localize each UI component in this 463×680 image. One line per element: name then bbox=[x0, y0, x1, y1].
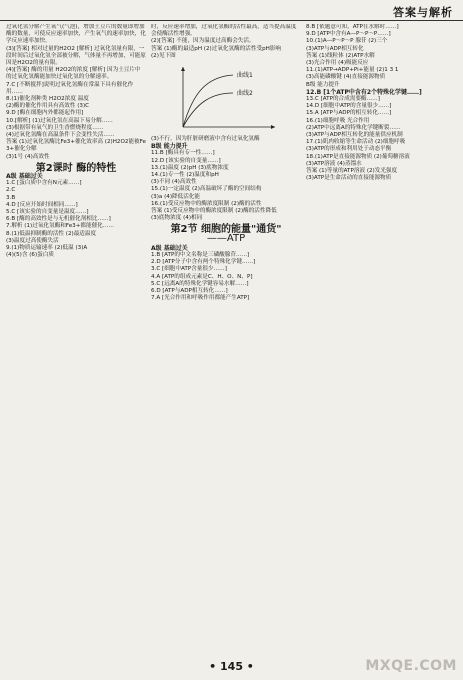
text-line: 14.(1)专一性 (2)温度和pH bbox=[151, 172, 219, 179]
text-line: 答案 (1)线粒体 (2)ATP水解 bbox=[306, 52, 375, 59]
watermark-text: MXQE.COM bbox=[365, 658, 457, 674]
text-line: (3)不行，因为肝脏研磨液中含有过氧化氢酶 bbox=[151, 136, 260, 143]
text-line: 7.C [不断搅拌]说明过氧化氢酶在常温下具有催化作用…… bbox=[6, 81, 134, 95]
text-line: 6.D [ATP与ADP相互转化……] bbox=[151, 288, 228, 295]
text-line: 11.B [酶具有专一性……] bbox=[151, 150, 215, 157]
header-rule bbox=[0, 20, 463, 21]
section-subtitle-atp: ——ATP bbox=[206, 232, 246, 244]
text-line: 7.A [光合作用和呼吸作用都能产生ATP] bbox=[151, 295, 250, 302]
text-line: (3)高能磷酸键 (4)直接能源物质 bbox=[306, 74, 386, 81]
text-line: (3)光合作用 (4)吸能反应 bbox=[306, 60, 369, 67]
text-line: 9.(1)物质运输速率 (2)低温 (3)A bbox=[6, 245, 88, 252]
text-line: 15.A [ATP与ADP的相互转化……] bbox=[306, 110, 392, 117]
text-line: 5.C [远离A的特殊化学键容易水解……] bbox=[151, 280, 249, 287]
text-line: 16.(1)细胞呼吸 光合作用 bbox=[306, 117, 370, 124]
y-axis-arrow bbox=[181, 67, 185, 71]
text-line: (2)[答案] 不能，因为温度过高酶会失活。 bbox=[151, 38, 255, 45]
x-axis-arrow bbox=[271, 125, 275, 129]
text-line: 3.C [细胞中ATP含量很少……] bbox=[151, 266, 227, 273]
level-heading: A级 基础过关 bbox=[151, 244, 188, 252]
text-line: 答案 (1)酶的最适pH (2)过氧化氢酶的活性受pH影响 bbox=[151, 45, 282, 52]
text-line: 3.B bbox=[6, 194, 16, 201]
text-line: 8.(1)催化剂种类 H2O2浓度 温度 bbox=[6, 96, 89, 103]
text-line: 8.(1)低温抑制酶的活性 (2)最适温度 bbox=[6, 230, 97, 237]
text-line: 时，反应速率增加，过氧化氢酶的活性最高，适当提高温度会使酶活性增强。 bbox=[151, 24, 297, 38]
text-line: 5.C [该实验的自变量是温度……] bbox=[6, 209, 89, 216]
text-line: (3)ATP与ADP相互转化的能量供应机制 bbox=[306, 132, 403, 139]
text-line: (3)1号 (4)高效性 bbox=[6, 153, 50, 160]
text-line: 17.(1)肌肉收缩等生命活动 (2)细胞呼吸 bbox=[306, 139, 406, 146]
section-title-enzyme: 第2课时 酶的特性 bbox=[35, 162, 117, 174]
text-line: 过氧化氢分解产生氧气(气泡)，增加土豆片的数量即增加酶的数量，可使反应速率加快，产生氧气的速率加快，化学反应速率加快。 bbox=[6, 24, 146, 45]
text-line: 9.D [ATP中含有A—P～P～P……] bbox=[306, 31, 391, 38]
text-line: 16.(1)受反应物中的酶浓度限制 (2)酶的活性 bbox=[151, 200, 262, 207]
text-line: (3)根据带有氧气的卫生香燃烧程度…… bbox=[6, 124, 104, 131]
text-line: 1.B [ATP的中文名称是三磷酸腺苷……] bbox=[151, 252, 250, 259]
text-line: (3)不同 (4)高效性 bbox=[151, 179, 197, 186]
text-line: (3)[答案] 相对过量的H2O2 [解析] 过氧化氢量有限，一段时间后过氧化氢全部被分解，气体量不再增加，可能原因是H2O2的量有限。 bbox=[6, 45, 146, 67]
section-title-atp: 第2节 细胞的能量"通货" bbox=[170, 224, 282, 236]
text-line: B级 能力提升 bbox=[306, 81, 340, 88]
text-line: (4)(5)含 (6)蛋白质 bbox=[6, 252, 54, 259]
text-line: (3)ATP溶液 (4)蒸馏水 bbox=[306, 160, 362, 167]
text-line: (3)ATP的形成和利用处于动态平衡 bbox=[306, 146, 392, 153]
text-line: 答案 (1)过氧化氢酶比Fe3+催化效率高 (2)H2O2能被Fe3+催化分解 bbox=[6, 139, 146, 153]
text-line: 12.D [该实验的自变量……] bbox=[151, 157, 221, 164]
text-line: (3)a (4)降低活化能 bbox=[151, 193, 201, 200]
text-line: 15.(1)一定温度 (2)高温破坏了酶的空间结构 bbox=[151, 186, 262, 193]
reaction-curve-graph bbox=[171, 63, 281, 133]
text-line: 4.A [ATP的组成元素是C、H、O、N、P] bbox=[151, 273, 253, 280]
column-middle bbox=[151, 24, 301, 644]
column-left bbox=[6, 24, 146, 644]
text-line: (2)见下图 bbox=[151, 52, 176, 59]
text-line: (4)过氧化氢酶在高温条件下会变性失活…… bbox=[6, 132, 115, 139]
text-line: (4)[答案] 酶的用量 H2O2的浓度 [解析] 因为土豆片中的过氧化氢酶能加快过氧化氢的分解速率。 bbox=[6, 67, 141, 81]
text-line: 10.(1)A—P～P～P 腺苷 (2)三个 bbox=[306, 38, 388, 45]
curve-2 bbox=[183, 93, 233, 127]
page-header-title: 答案与解析 bbox=[393, 6, 453, 19]
text-line: 答案 (1)等量的ATP溶液 (2)发光强度 bbox=[306, 168, 398, 175]
text-line: 2.D [ATP分子中含有两个特殊化学键……] bbox=[151, 259, 256, 266]
text-line: 14.D [细胞中ATP的含量很少……] bbox=[306, 103, 392, 110]
column-right bbox=[306, 24, 456, 644]
curve-1-label: 曲线1 bbox=[237, 72, 253, 80]
text-line: (2)ATP中远离A的特殊化学键断裂…… bbox=[306, 124, 401, 131]
curve-2-label: 曲线2 bbox=[237, 90, 253, 98]
page-number: • 145 • bbox=[209, 660, 254, 673]
text-line: 13.(1)温度 (2)pH (3)底物浓度 bbox=[151, 164, 229, 171]
text-line: 答案 (1)受反应物中的酶浓度限制 (2)酶的活性降低 bbox=[151, 208, 277, 215]
text-line: 9.D [酶在细胞内外都能起作用] bbox=[6, 110, 84, 117]
text-line: 4.D [反应开始时间相同……] bbox=[6, 201, 78, 208]
text-line: 6.B [酶的高效性是与无机催化剂相比……] bbox=[6, 216, 111, 223]
text-line: 7.解析 (1)过氧化氢酶和Fe3+都能催化…… bbox=[6, 223, 114, 230]
text-line: 8.B [依题意可知，ATP在水解时……] bbox=[306, 24, 399, 30]
text-line: 13.C [ATP的合成需要酶……] bbox=[306, 96, 380, 103]
level-heading: 12.B [1个ATP中含有2个特殊化学键……] bbox=[306, 88, 422, 96]
text-line: 10.[解析] (1)过氧化氢在高温下易分解…… bbox=[6, 117, 113, 124]
text-line: (3)底物浓度 (4)相同 bbox=[151, 215, 203, 222]
curve-1 bbox=[183, 75, 233, 127]
text-line: (3)ATP与ADP相互转化 bbox=[306, 45, 364, 52]
text-line: 1.C [蛋白质中含有N元素……] bbox=[6, 180, 82, 187]
text-line: 18.(1)ATP是直接能源物质 (2)葡萄糖溶液 bbox=[306, 153, 410, 160]
text-line: 2.C bbox=[6, 187, 16, 194]
text-line: (2)酶的催化作用具有高效性 (3)C bbox=[6, 103, 90, 110]
text-line: (3)ATP是生命活动的直接能源物质 bbox=[306, 175, 392, 182]
level-heading: B级 能力提升 bbox=[151, 143, 188, 151]
text-line: 11.(1)ATP→ADP+Pi+能量 (2)1 3 1 bbox=[306, 67, 399, 74]
level-heading: A级 基础过关 bbox=[6, 173, 43, 181]
text-line: (3)温度过高使酶失活 bbox=[6, 237, 59, 244]
